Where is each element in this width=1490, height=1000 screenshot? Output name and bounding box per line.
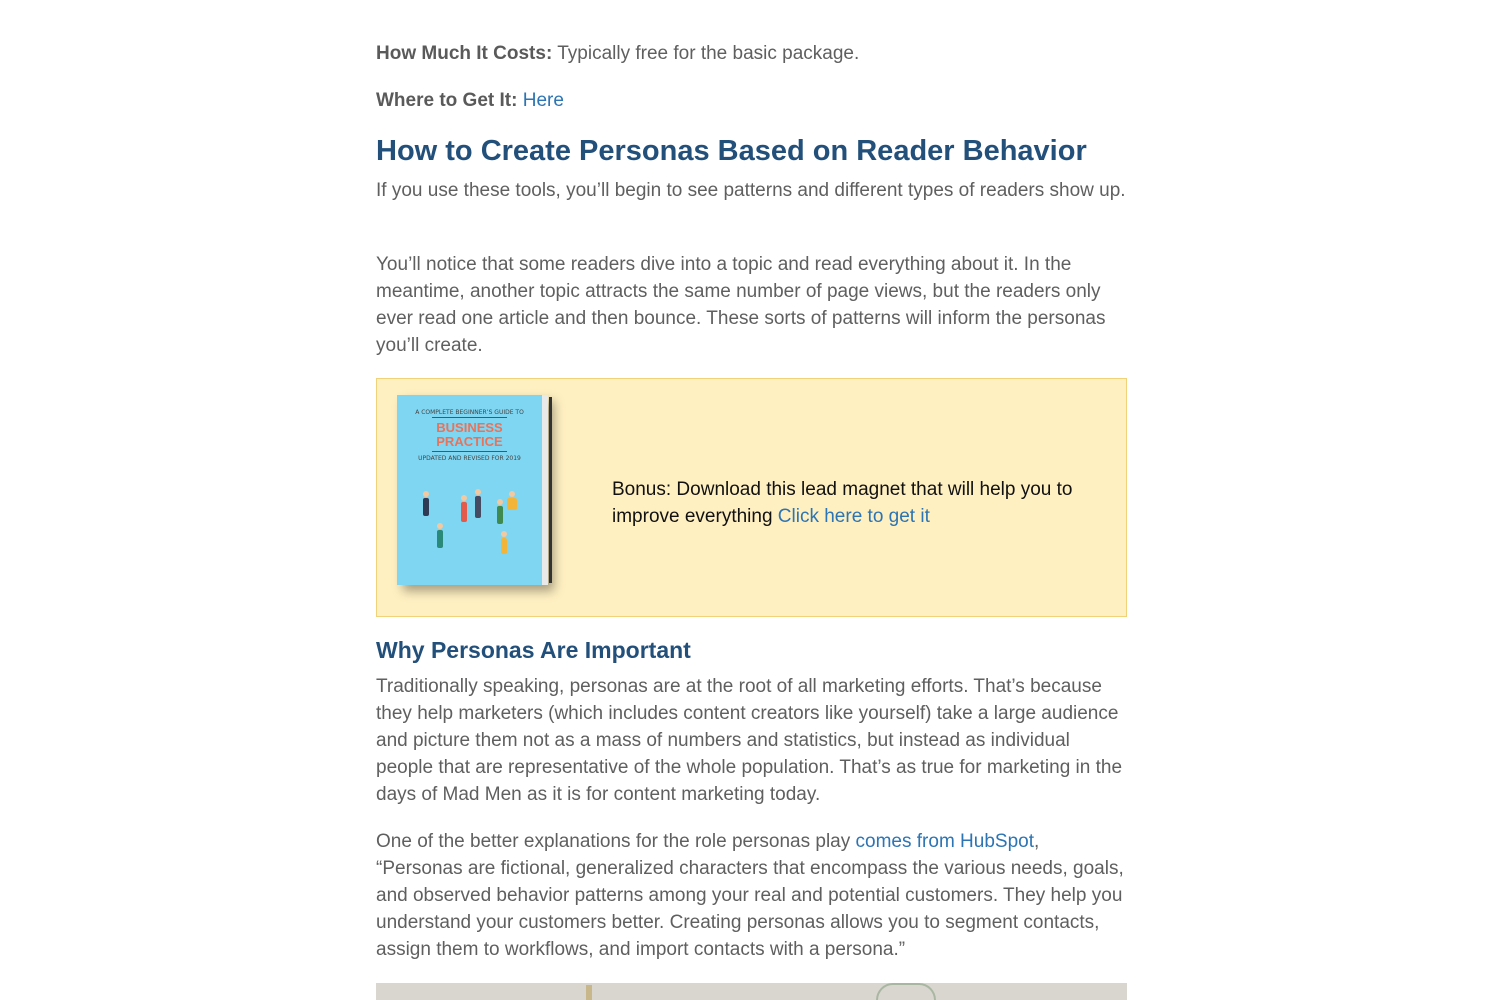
- book-rule: [432, 417, 507, 418]
- bonus-callout: [376, 378, 1127, 617]
- person-icon: [475, 496, 481, 518]
- book-title-line-1: BUSINESS: [436, 420, 503, 435]
- paragraph-patterns: You’ll notice that some readers dive into a topic and read everything about it. In the meantime, another topic attracts the same number of page views, but the readers only ever read one article and then bounce. These sorts of patterns will inform the personas you’ll create.: [376, 254, 1106, 356]
- image-detail: [586, 985, 592, 1000]
- where-label: Where to Get It:: [376, 90, 518, 111]
- book-title: [397, 421, 542, 449]
- hubspot-before: One of the better explanations for the role personas play: [376, 831, 856, 852]
- cost-value: Typically free for the basic package.: [557, 43, 860, 64]
- section-heading-why-personas: Why Personas Are Important: [376, 637, 691, 663]
- bonus-download-link[interactable]: Click here to get it: [777, 506, 930, 527]
- person-icon: [501, 538, 507, 554]
- book-title-line-2: PRACTICE: [436, 434, 503, 449]
- cost-line: [376, 40, 859, 67]
- paragraph-hubspot: [376, 828, 1127, 963]
- person-icon: [497, 499, 503, 505]
- book-spine: [549, 397, 552, 583]
- person-icon: [501, 531, 507, 537]
- bonus-description: Bonus: Download this lead magnet that will help you to improve everything: [612, 479, 1073, 527]
- person-icon: [461, 502, 467, 522]
- ebook-cover-image[interactable]: [397, 395, 548, 585]
- person-icon: [461, 495, 467, 501]
- person-icon: [507, 498, 517, 510]
- cost-label: How Much It Costs:: [376, 43, 553, 64]
- person-icon: [437, 523, 443, 529]
- article-image: [376, 983, 1127, 1000]
- image-detail: [876, 983, 936, 1000]
- paragraph-traditionally: Traditionally speaking, personas are at the root of all marketing efforts. That’s because they help marketers (which includes content creators like yourself) take a large audience and picture them not as a mass of numbers and statistics, but instead as individual people that are representative of the whole population. That’s as true for marketing in the days of Mad Men as it is for content marketing today.: [376, 676, 1123, 805]
- person-icon: [423, 491, 429, 497]
- bonus-text: [612, 476, 1112, 530]
- where-line: [376, 87, 564, 114]
- person-icon: [437, 530, 443, 548]
- hubspot-after: , “Personas are fictional, generalized characters that encompass the various needs, goals, and observed behavior patterns among your real and potential customers. They help you understand your customers better. Creating personas allows you to segment contacts, assign them to workflows, and import contacts with a persona.”: [376, 831, 1124, 960]
- section-heading-personas: How to Create Personas Based on Reader Behavior: [376, 135, 1087, 167]
- person-icon: [475, 489, 481, 495]
- book-subtitle: UPDATED AND REVISED FOR 2019: [418, 455, 521, 462]
- person-icon: [497, 506, 503, 524]
- hubspot-link[interactable]: comes from HubSpot: [855, 831, 1034, 852]
- paragraph-tools: If you use these tools, you’ll begin to see patterns and different types of readers show up.: [376, 180, 1126, 201]
- where-link[interactable]: Here: [522, 90, 564, 111]
- person-icon: [423, 498, 429, 516]
- person-icon: [509, 491, 515, 497]
- book-rule: [432, 451, 507, 452]
- book-top-line: A COMPLETE BEGINNER’S GUIDE TO: [415, 409, 524, 416]
